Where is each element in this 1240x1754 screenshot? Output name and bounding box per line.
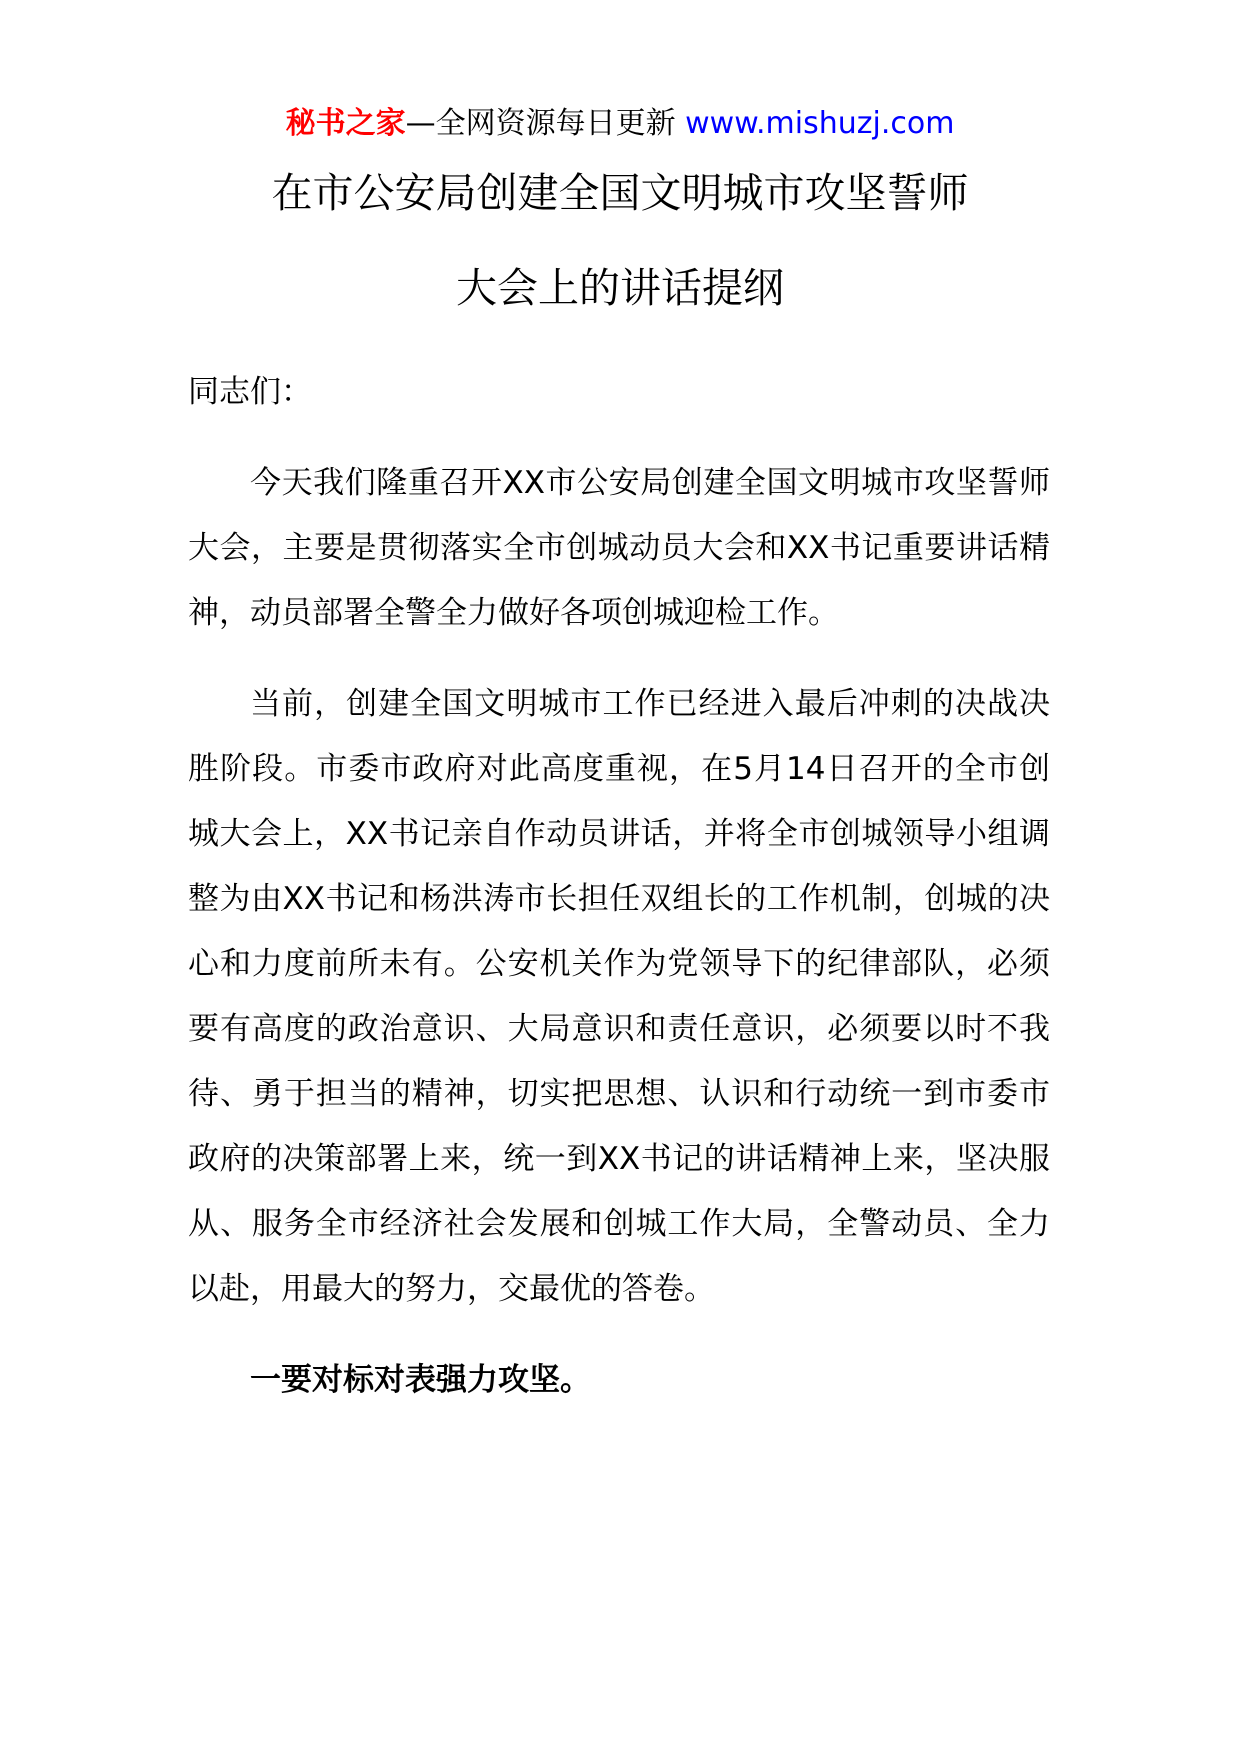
document-title-line-1: 在市公安局创建全国文明城市攻坚誓师 (271, 169, 969, 217)
salutation: 同志们： (188, 374, 312, 410)
document-title-line-2: 大会上的讲话提纲 (456, 264, 784, 312)
brand-name: 秘书之家 (285, 106, 406, 141)
paragraph-current-situation: 当前，创建全国文明城市工作已经进入最后冲刺的决战决胜阶段。市委市政府对此高度重视，在5月14日召开的全市创城大会上，XX书记亲自作动员讲话，并将全市创城领导小组调整为由XX书记和杨洪涛市长担任双组长的工作机制，创城的决心和力度前所未有。公安机关作为党领导下的纪律部队，必须要有高度的政治意识、大局意识和责任意识，必须要以时不我待、勇于担当的精神，切实把思想、认识和行动统一到市委市政府的决策部署上来，统一到XX书记的讲话精神上来，坚决服从、服务全市经济社会发展和创城工作大局，全警动员、全力以赴，用最大的努力，交最优的答卷。 (188, 686, 1050, 1307)
section-heading: 一要对标对表强力攻坚。 (250, 1362, 591, 1398)
paragraph-intro: 今天我们隆重召开XX市公安局创建全国文明城市攻坚誓师大会，主要是贯彻落实全市创城动员大会和XX书记重要讲话精神，动员部署全警全力做好各项创城迎检工作。 (188, 465, 1050, 631)
header-tagline: —全网资源每日更新 (405, 106, 676, 141)
site-url-link[interactable]: www.mishuzj.com (685, 106, 955, 141)
document-body (188, 360, 1050, 1439)
site-header (0, 104, 1240, 144)
